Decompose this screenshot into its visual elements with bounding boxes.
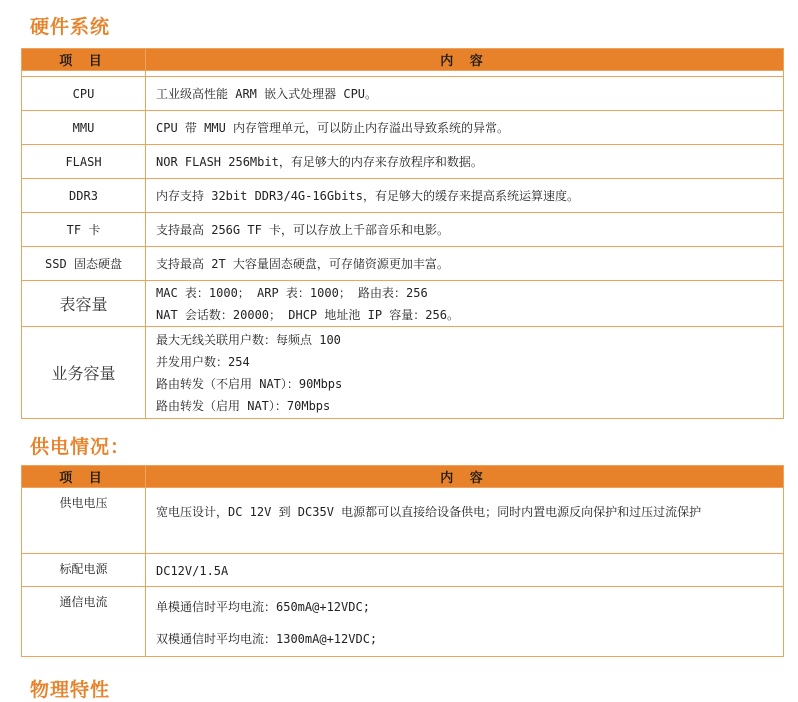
hardware-table bbox=[21, 48, 784, 419]
row-value: 工业级高性能 ARM 嵌入式处理器 CPU。 bbox=[146, 77, 784, 111]
table-row bbox=[22, 111, 784, 145]
row-label: SSD 固态硬盘 bbox=[22, 247, 146, 281]
row-value: 单模通信时平均电流：650mA@+12VDC; 双模通信时平均电流：1300mA@+12VDC; bbox=[146, 587, 784, 657]
table-row bbox=[22, 77, 784, 111]
table-row bbox=[22, 247, 784, 281]
row-value: 支持最高 2T 大容量固态硬盘，可存储资源更加丰富。 bbox=[146, 247, 784, 281]
row-label: DDR3 bbox=[22, 179, 146, 213]
section-title-physical: 物理特性 bbox=[30, 679, 111, 701]
section-title-hardware: 硬件系统 bbox=[30, 16, 111, 38]
section-title-power: 供电情况： bbox=[30, 436, 131, 458]
table-row bbox=[22, 145, 784, 179]
table-row bbox=[22, 281, 784, 327]
row-label: 标配电源 bbox=[22, 554, 146, 587]
row-value: 支持最高 256G TF 卡，可以存放上千部音乐和电影。 bbox=[146, 213, 784, 247]
row-value: 宽电压设计，DC 12V 到 DC35V 电源都可以直接给设备供电；同时内置电源反向保护和过压过流保护 bbox=[146, 488, 784, 554]
table-header-row bbox=[22, 49, 784, 71]
row-label: 供电电压 bbox=[22, 488, 146, 554]
table-row bbox=[22, 179, 784, 213]
table-row bbox=[22, 554, 784, 587]
row-label: 业务容量 bbox=[22, 327, 146, 419]
row-label: 通信电流 bbox=[22, 587, 146, 657]
row-value: 内存支持 32bit DDR3/4G-16Gbits，有足够大的缓存来提高系统运算速度。 bbox=[146, 179, 784, 213]
header-item: 项 目 bbox=[22, 49, 146, 71]
table-row bbox=[22, 488, 784, 554]
row-value: CPU 带 MMU 内存管理单元，可以防止内存溢出导致系统的异常。 bbox=[146, 111, 784, 145]
row-value: NOR FLASH 256Mbit，有足够大的内存来存放程序和数据。 bbox=[146, 145, 784, 179]
row-value: 最大无线关联用户数：每频点 100 并发用户数：254 路由转发（不启用 NAT）：90Mbps 路由转发（启用 NAT）：70Mbps bbox=[146, 327, 784, 419]
table-row bbox=[22, 587, 784, 657]
row-label: 表容量 bbox=[22, 281, 146, 327]
power-table bbox=[21, 465, 784, 657]
header-content: 内 容 bbox=[146, 466, 784, 488]
table-header-row bbox=[22, 466, 784, 488]
table-row bbox=[22, 213, 784, 247]
table-row bbox=[22, 327, 784, 419]
row-label: FLASH bbox=[22, 145, 146, 179]
row-label: MMU bbox=[22, 111, 146, 145]
row-value: DC12V/1.5A bbox=[146, 554, 784, 587]
row-label: CPU bbox=[22, 77, 146, 111]
row-label: TF 卡 bbox=[22, 213, 146, 247]
header-content: 内 容 bbox=[146, 49, 784, 71]
header-item: 项 目 bbox=[22, 466, 146, 488]
row-value: MAC 表：1000； ARP 表：1000； 路由表：256 NAT 会话数：20000； DHCP 地址池 IP 容量：256。 bbox=[146, 281, 784, 327]
